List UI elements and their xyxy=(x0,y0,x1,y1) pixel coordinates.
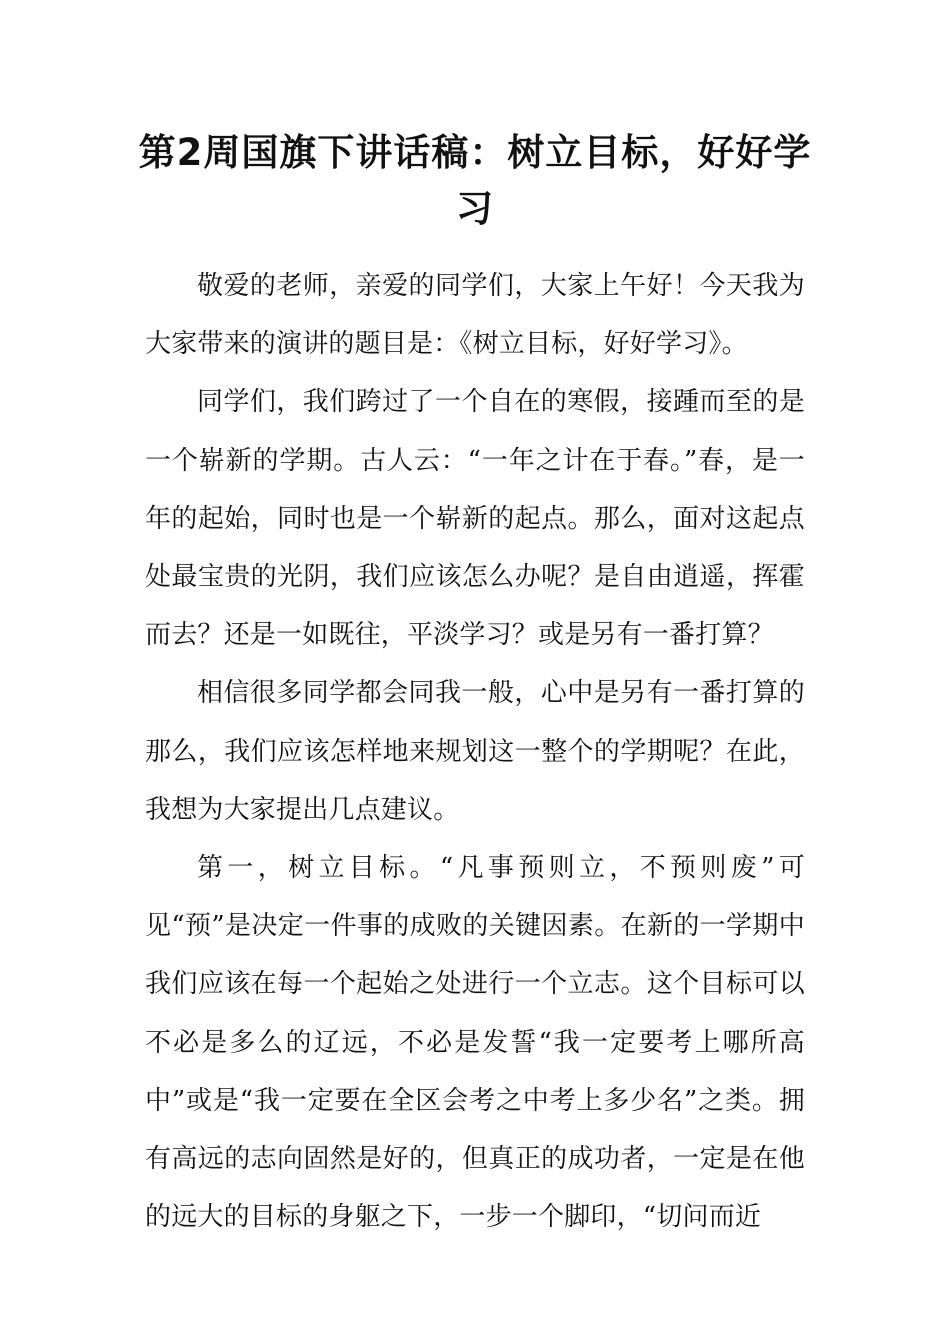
paragraph-planning: 相信很多同学都会同我一般，心中是另有一番打算的那么，我们应该怎样地来规划这一整个的学期呢？在此，我想为大家提出几点建议。 xyxy=(145,678,805,825)
document-title: 第2周国旗下讲话稿：树立目标，好好学习 xyxy=(138,131,812,230)
paragraph-new-semester: 同学们，我们跨过了一个自在的寒假，接踵而至的是一个崭新的学期。古人云：“一年之计在于春。”春，是一年的起始，同时也是一个崭新的起点。那么，面对这起点处最宝贵的光阴，我们应该怎么办呢？是自由逍遥，挥霍而去？还是一如既往，平淡学习？或是另有一番打算？ xyxy=(145,387,805,651)
paragraph-set-goals: 第一，树立目标。“凡事预则立，不预则废”可见“预”是决定一件事的成败的关键因素。在新的一学期中我们应该在每一个起始之处进行一个立志。这个目标可以不必是多么的辽远，不必是发誓“我一定要考上哪所高中”或是“我一定要在全区会考之中考上多少名”之类。拥有高远的志向固然是好的，但真正的成功者，一定是在他的远大的目标的身躯之下，一步一个脚印，“切问而近 xyxy=(145,853,805,1233)
document-body xyxy=(145,257,805,1246)
paragraph-greeting: 敬爱的老师，亲爱的同学们，大家上午好！今天我为大家带来的演讲的题目是：《树立目标，好好学习》。 xyxy=(145,271,805,360)
